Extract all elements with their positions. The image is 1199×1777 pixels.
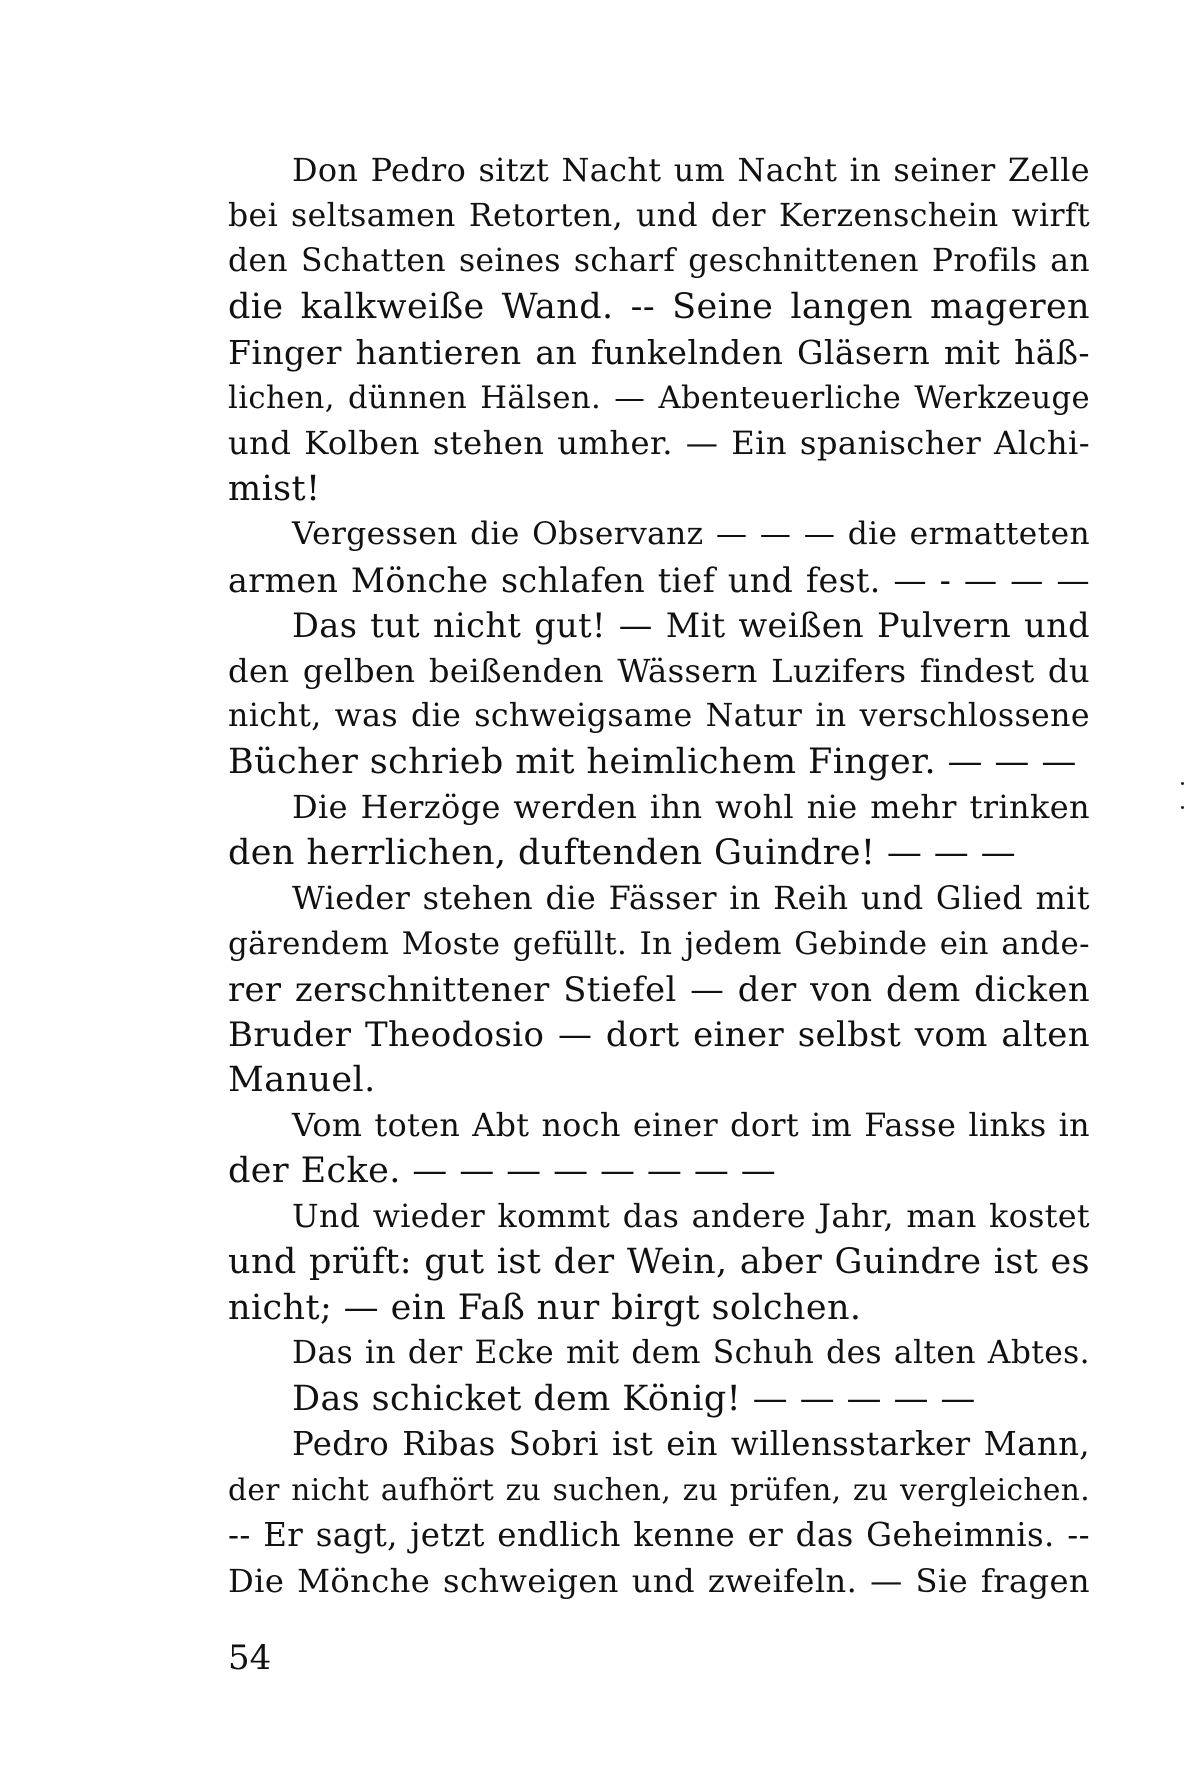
text-line: mist! — [228, 468, 321, 509]
text-line: Das tut nicht gut! — Mit weißen Pulvern und — [292, 606, 1090, 645]
print-speck — [1181, 806, 1184, 809]
text-line: Finger hantieren an funkelnden Gläsern mit häß- — [228, 333, 1090, 372]
text-line: Bücher schrieb mit heimlichem Finger. — — — — [228, 741, 1077, 782]
text-line: und prüft: gut ist der Wein, aber Guindre ist es — [228, 1242, 1090, 1282]
text-line: nicht, was die schweigsame Natur in verschlossene — [228, 698, 1090, 734]
text-line: Vom toten Abt noch einer dort im Fasse links in — [292, 1107, 1090, 1144]
text-line: der Ecke. — — — — — — — — — [228, 1151, 777, 1191]
text-line: rer zerschnittener Stiefel — der von dem dicken — [228, 970, 1090, 1009]
text-line: armen Mönche schlafen tief und fest. — - — — — — [228, 560, 1090, 600]
body-text — [228, 148, 1090, 1604]
text-line: die kalkweiße Wand. -- Seine langen mageren — [228, 286, 1090, 327]
page-number: 54 — [228, 1638, 272, 1678]
text-line: Wieder stehen die Fässer in Reih und Glied mit — [292, 879, 1090, 917]
text-line: Manuel. — [228, 1060, 376, 1100]
text-line: -- Er sagt, jetzt endlich kenne er das Geheimnis. -- — [228, 1516, 1090, 1554]
text-line: Pedro Ribas Sobri ist ein willensstarker Mann, — [292, 1425, 1090, 1463]
text-line: nicht; — ein Faß nur birgt solchen. — [228, 1287, 862, 1328]
text-line: den gelben beißenden Wässern Luzifers findest du — [228, 651, 1090, 690]
text-line: den herrlichen, duftenden Guindre! — — — — [228, 832, 1017, 873]
text-line: der nicht aufhört zu suchen, zu prüfen, zu vergleichen. — [228, 1472, 1090, 1507]
text-line: Das schicket dem König! — — — — — — [292, 1378, 976, 1419]
text-line: bei seltsamen Retorten, und der Kerzenschein wirft — [228, 197, 1090, 234]
text-line: lichen, dünnen Hälsen. — Abenteuerliche Werkzeuge — [228, 380, 1090, 416]
text-line: Das in der Ecke mit dem Schuh des alten Abtes. — [292, 1335, 1090, 1371]
print-speck — [1181, 782, 1184, 785]
text-line: und Kolben stehen umher. — Ein spanischer Alchi- — [228, 424, 1090, 462]
text-line: Die Herzöge werden ihn wohl nie mehr trinken — [292, 788, 1090, 826]
text-line: gärendem Moste gefüllt. In jedem Gebinde ein ande- — [228, 925, 1090, 962]
text-line: Und wieder kommt das andere Jahr, man kostet — [292, 1198, 1090, 1235]
text-line: Don Pedro sitzt Nacht um Nacht in seiner Zelle — [292, 151, 1090, 189]
text-line: Vergessen die Observanz — — — die ermatteten — [292, 516, 1090, 552]
text-line: den Schatten seines scharf geschnittenen Profils an — [228, 243, 1090, 279]
text-line: Bruder Theodosio — dort einer selbst vom alten — [228, 1015, 1090, 1055]
text-line: Die Mönche schweigen und zweifeln. — Sie fragen — [228, 1561, 1090, 1600]
